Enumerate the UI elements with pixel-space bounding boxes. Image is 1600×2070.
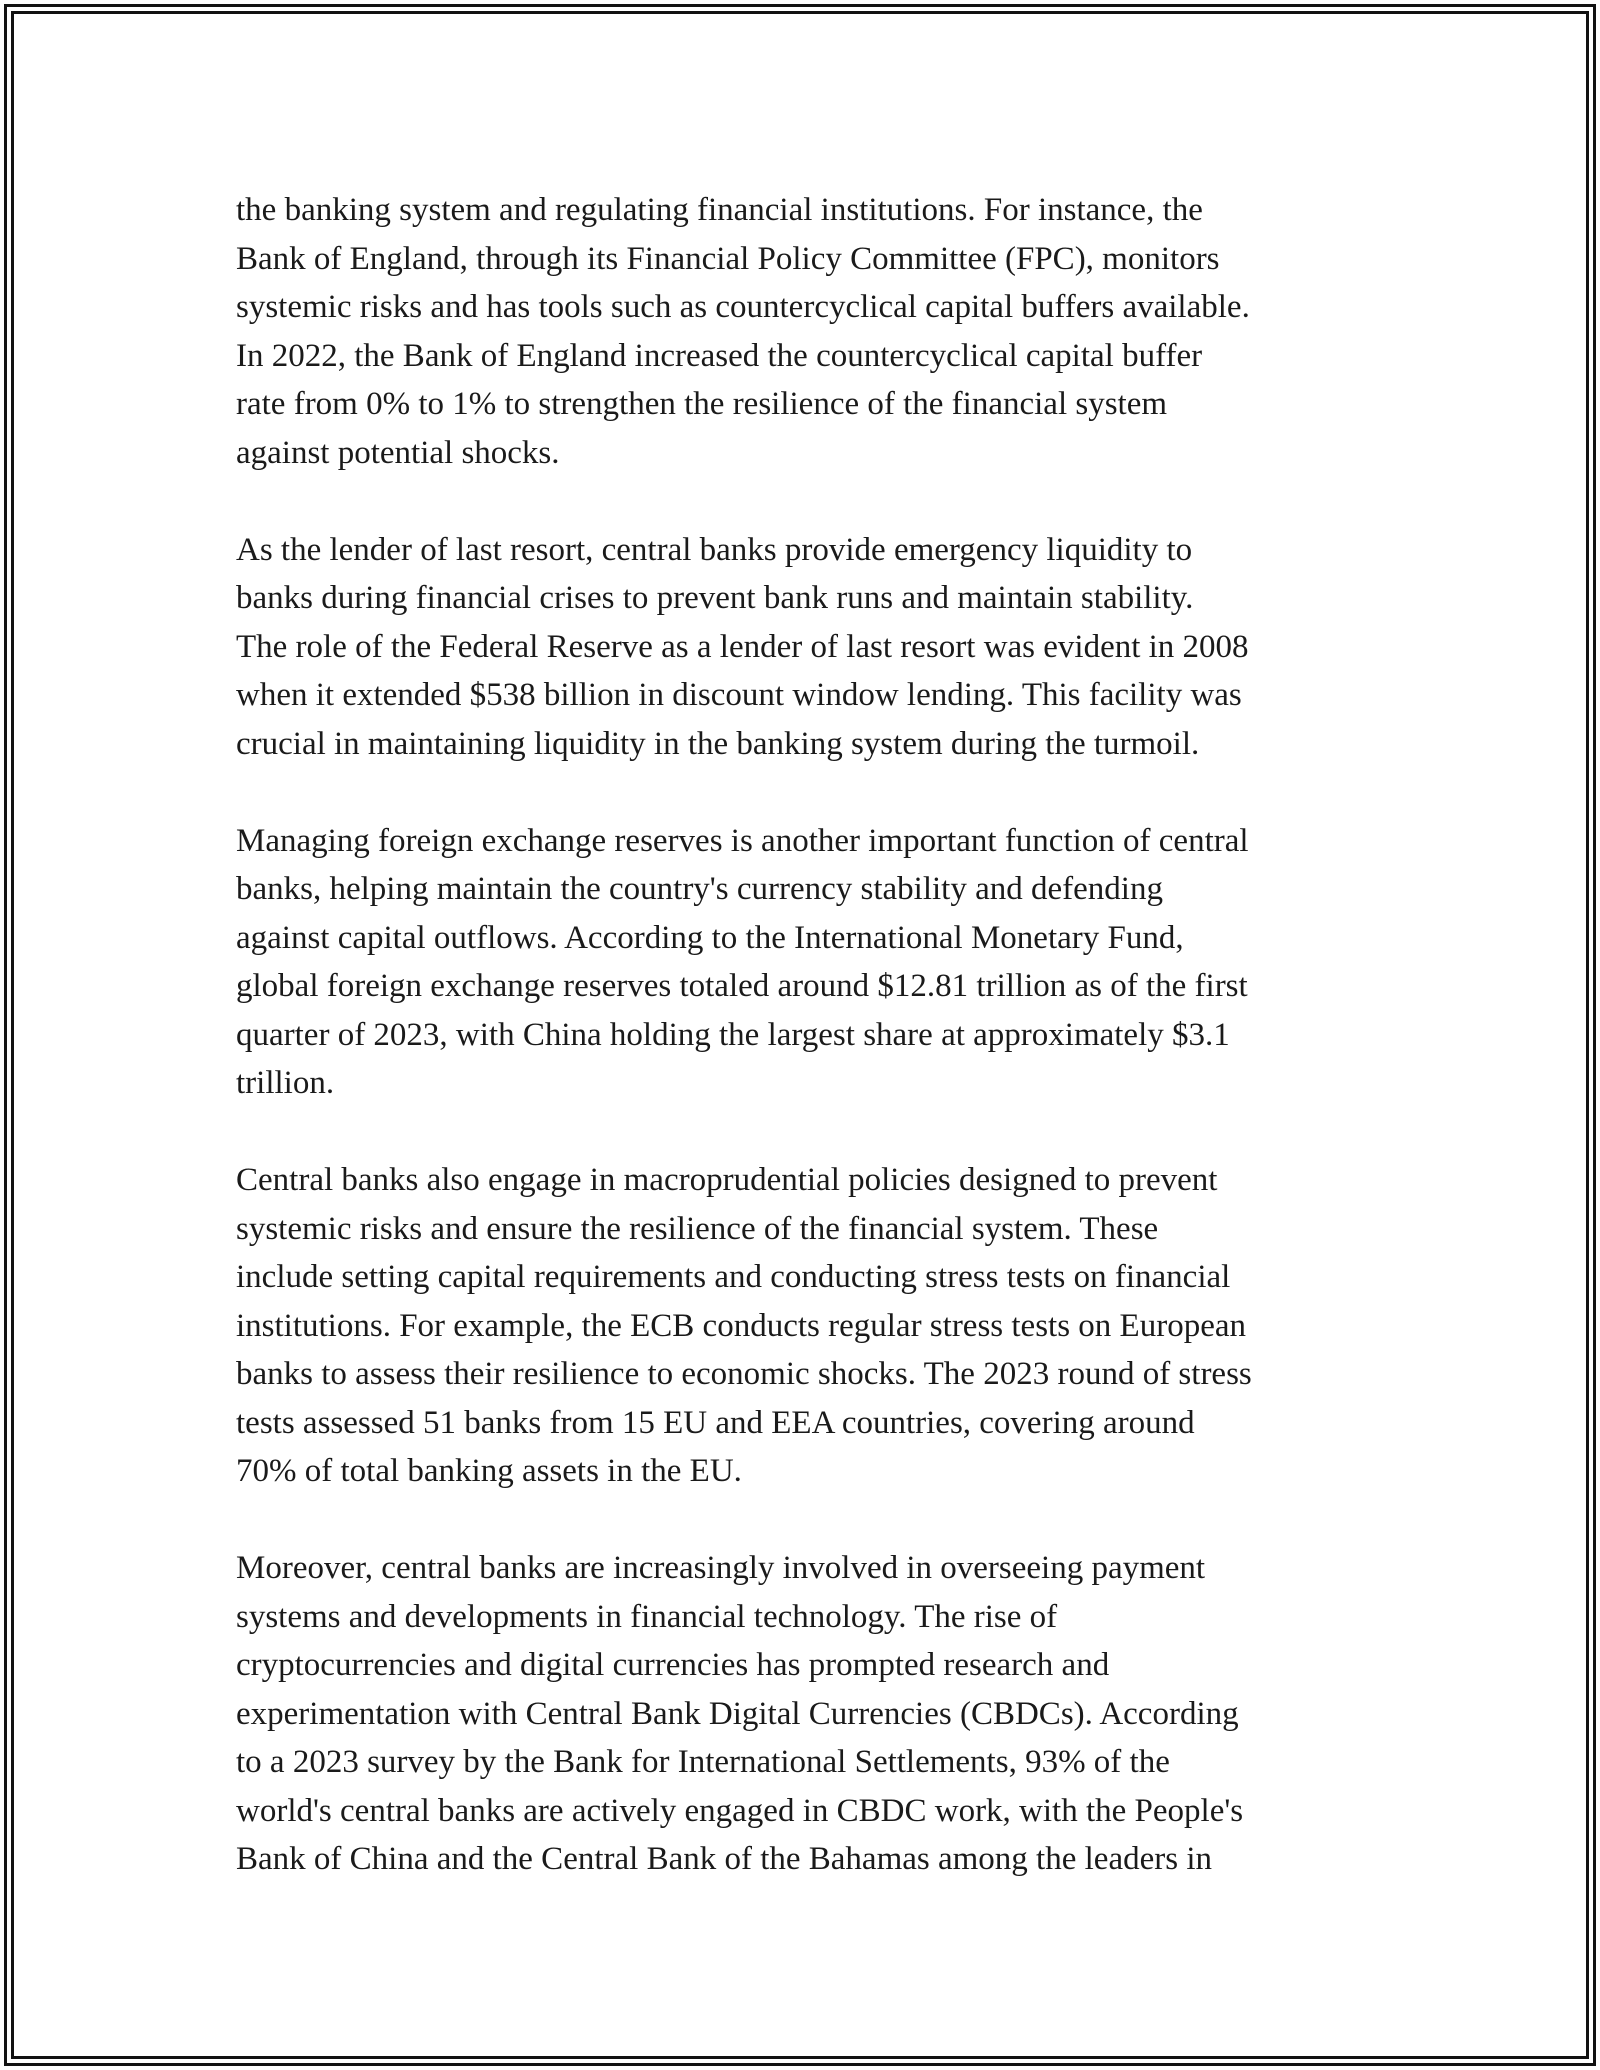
text-line: trillion. <box>236 1065 335 1101</box>
text-line: rate from 0% to 1% to strengthen the resilience of the financial system <box>236 386 1168 422</box>
text-line: systemic risks and ensure the resilience of the financial system. These <box>236 1210 1159 1247</box>
text-line: against potential shocks. <box>236 434 560 471</box>
text-line: As the lender of last resort, central banks provide emergency liquidity to <box>236 531 1193 568</box>
text-line: banks during financial crises to prevent bank runs and maintain stability. <box>236 580 1194 616</box>
text-line: quarter of 2023, with China holding the largest share at approximately $3.1 <box>236 1016 1230 1053</box>
paragraph-stress-tests <box>236 1156 1376 1496</box>
text-line: systemic risks and has tools such as countercyclical capital buffers available. <box>236 289 1250 325</box>
text-line: global foreign exchange reserves totaled around $12.81 trillion as of the first <box>236 968 1248 1004</box>
text-line: systems and developments in financial technology. The rise of <box>236 1598 1058 1635</box>
text-line: institutions. For example, the ECB conducts regular stress tests on European <box>236 1307 1246 1344</box>
text-line: to a 2023 survey by the Bank for International Settlements, 93% of the <box>236 1744 1170 1780</box>
paragraph-foreign-exchange-reserves <box>236 817 1376 1108</box>
paragraph-lender-of-last-resort <box>236 526 1376 769</box>
text-line: In 2022, the Bank of England increased the countercyclical capital buffer <box>236 337 1203 374</box>
text-line: Bank of England, through its Financial Policy Committee (FPC), monitors <box>236 240 1220 277</box>
text-line: include setting capital requirements and conducting stress tests on financial <box>236 1259 1231 1295</box>
text-line: against capital outflows. According to the International Monetary Fund, <box>236 919 1184 956</box>
text-line: Managing foreign exchange reserves is another important function of central <box>236 822 1249 859</box>
document-body <box>236 186 1376 1932</box>
text-line: the banking system and regulating financial institutions. For instance, the <box>236 192 1203 228</box>
text-line: Central banks also engage in macroprudential policies designed to prevent <box>236 1162 1218 1198</box>
text-line: when it extended $538 billion in discount window lending. This facility was <box>236 677 1242 713</box>
text-line: experimentation with Central Bank Digital Currencies (CBDCs). According <box>236 1695 1239 1732</box>
text-line: banks, helping maintain the country's currency stability and defending <box>236 871 1163 907</box>
paragraph-macroprudential-boe <box>236 186 1376 477</box>
text-line: cryptocurrencies and digital currencies has prompted research and <box>236 1647 1110 1683</box>
text-line: banks to assess their resilience to economic shocks. The 2023 round of stress <box>236 1356 1252 1392</box>
text-line: crucial in maintaining liquidity in the banking system during the turmoil. <box>236 725 1200 762</box>
text-line: tests assessed 51 banks from 15 EU and EEA countries, covering around <box>236 1404 1195 1441</box>
text-line: Moreover, central banks are increasingly involved in overseeing payment <box>236 1550 1206 1586</box>
text-line: The role of the Federal Reserve as a lender of last resort was evident in 2008 <box>236 628 1249 665</box>
paragraph-cbdc <box>236 1544 1376 1884</box>
text-line: Bank of China and the Central Bank of the Bahamas among the leaders in <box>236 1841 1212 1877</box>
text-line: 70% of total banking assets in the EU. <box>236 1453 742 1489</box>
text-line: world's central banks are actively engaged in CBDC work, with the People's <box>236 1792 1244 1829</box>
